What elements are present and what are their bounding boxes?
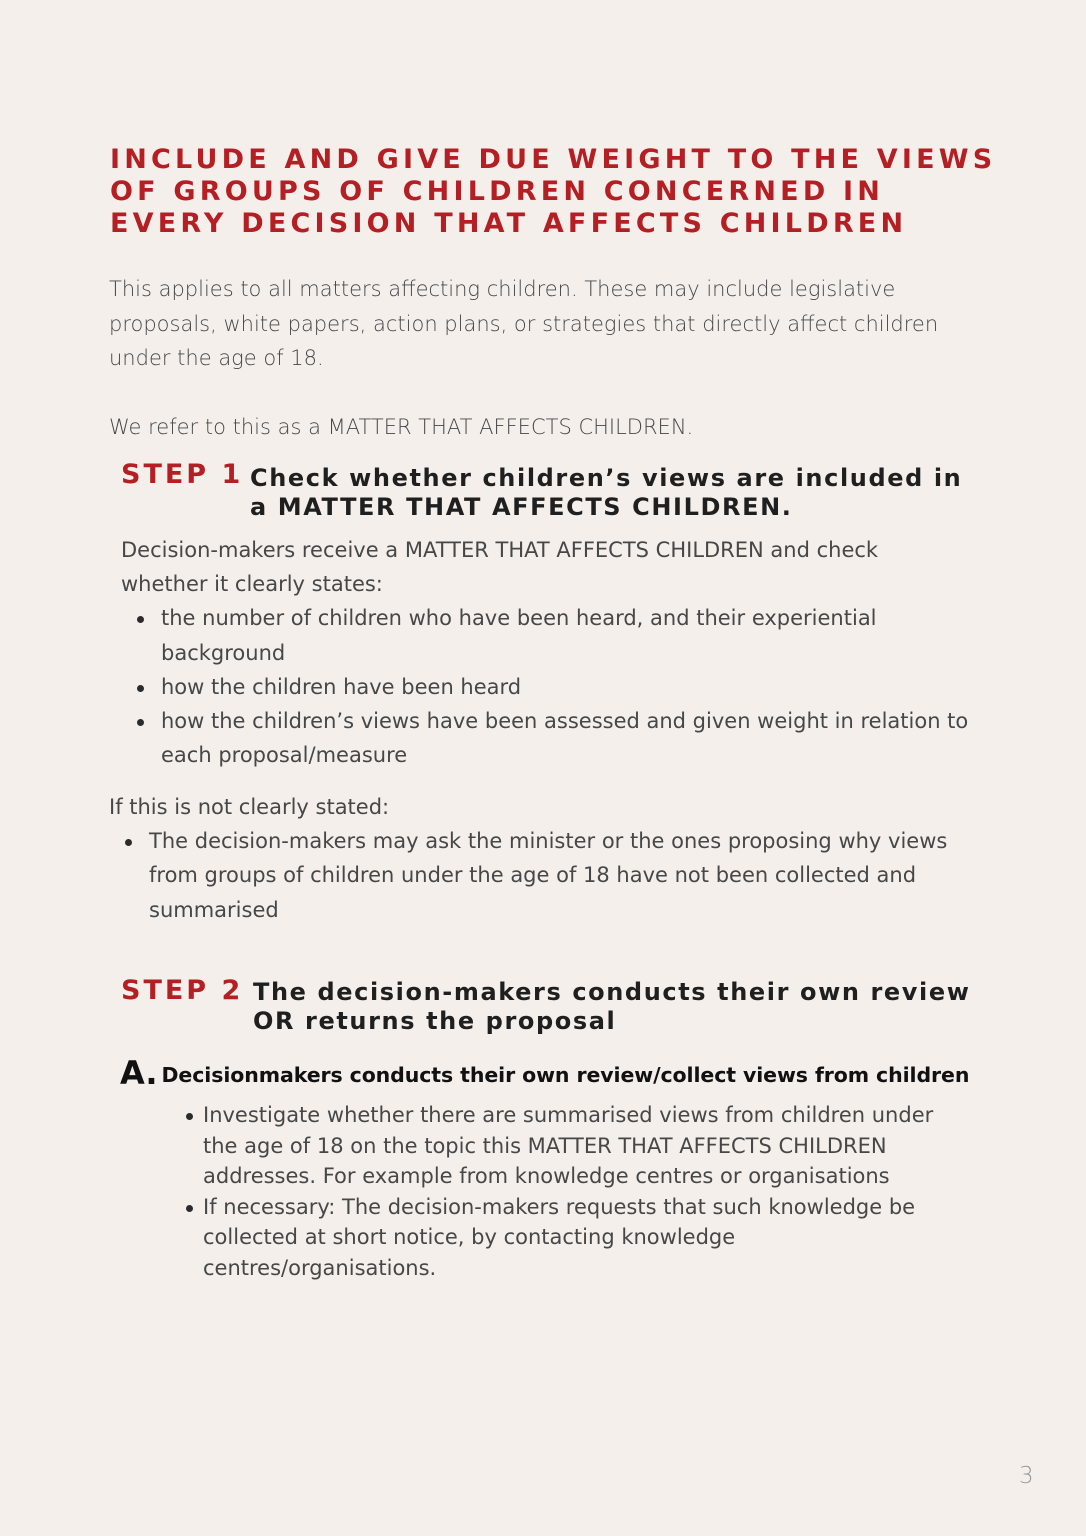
- step-2-subheading: [120, 1054, 969, 1092]
- main-heading-line: OF GROUPS OF CHILDREN CONCERNED IN: [110, 176, 885, 207]
- step-1-title-line: Check whether children’s views are included in: [250, 464, 963, 492]
- not-stated-bullet-list: [109, 824, 989, 927]
- intro-paragraph: [109, 272, 969, 444]
- list-item: the number of children who have been heard, and their experiential background: [161, 601, 1001, 669]
- step-1-body-line: Decision-makers receive a MATTER THAT AFFECTS CHILDREN and check: [121, 538, 879, 562]
- step-1-label: STEP 1: [121, 459, 244, 490]
- intro-line: under the age of 18.: [109, 346, 324, 370]
- main-heading: [110, 144, 1010, 240]
- bullet-icon: [125, 839, 132, 846]
- step-1-body-line: whether it clearly states:: [121, 572, 383, 597]
- step-1-bullet-list: [121, 601, 1001, 772]
- list-item: how the children have been heard: [161, 670, 1001, 704]
- intro-line: We refer to this as a MATTER THAT AFFECTS CHILDREN.: [109, 414, 694, 439]
- bullet-icon: [186, 1205, 193, 1212]
- list-item: how the children’s views have been assessed and given weight in relation to each proposal/measure: [161, 704, 1001, 772]
- intro-line: proposals, white papers, action plans, or strategies that directly affect children: [109, 311, 939, 336]
- step-2-bullet-list: [203, 1100, 1003, 1284]
- not-stated-block: [109, 790, 989, 927]
- not-stated-text: If this is not clearly stated:: [109, 795, 390, 819]
- list-item: The decision-makers may ask the minister or the ones proposing why views from groups of children under the age of 18 have not been collected and summarised: [149, 824, 989, 927]
- bullet-icon: [137, 685, 144, 692]
- step-1-body: [121, 533, 1001, 772]
- step-2-title-line: The decision-makers conducts their own review: [253, 978, 971, 1006]
- main-heading-line: EVERY DECISION THAT AFFECTS CHILDREN: [110, 208, 908, 239]
- step-2-title-line: OR returns the proposal: [253, 1007, 617, 1035]
- subheading-text: Decisionmakers conducts their own review/collect views from children: [161, 1063, 970, 1087]
- intro-line: This applies to all matters affecting children. These may include legislative: [109, 277, 896, 301]
- step-2-label: STEP 2: [121, 975, 244, 1006]
- bullet-icon: [186, 1113, 193, 1120]
- bullet-icon: [137, 616, 144, 623]
- step-1-title: [250, 464, 962, 522]
- step-2-body: [203, 1100, 1003, 1284]
- main-heading-line: INCLUDE AND GIVE DUE WEIGHT TO THE VIEWS: [110, 144, 997, 175]
- list-item: Investigate whether there are summarised views from children under the age of 18 on the topic this MATTER THAT AFFECTS CHILDREN addresses. For example from knowledge centres or organisations: [203, 1100, 1003, 1192]
- list-item: If necessary: The decision-makers requests that such knowledge be collected at short notice, by contacting knowledge centres/organisations.: [203, 1192, 1003, 1284]
- step-1-title-line: a MATTER THAT AFFECTS CHILDREN.: [250, 493, 793, 521]
- bullet-icon: [137, 719, 144, 726]
- page-number: 3: [1019, 1463, 1034, 1489]
- step-2-title: [253, 978, 971, 1036]
- subheading-letter: A.: [120, 1054, 158, 1092]
